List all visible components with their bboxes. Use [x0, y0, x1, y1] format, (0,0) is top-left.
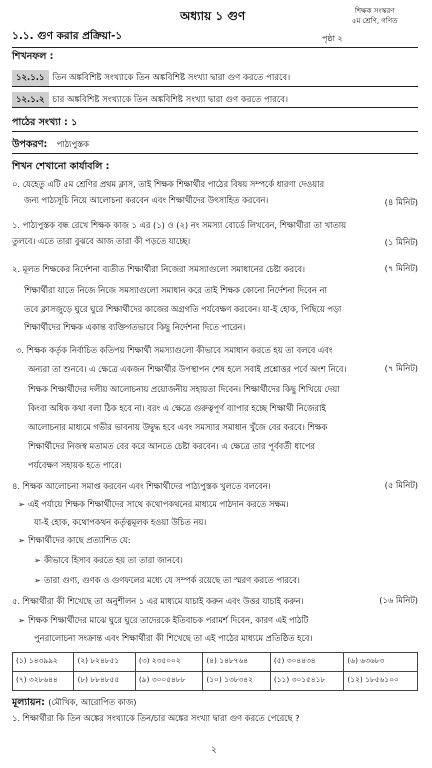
page-number: ২ [211, 745, 217, 755]
outcome-item [12, 70, 418, 86]
answer-cell: (১২) ১৮৫৬১০০ [344, 672, 418, 691]
outcome-code: ১২.১.১ [12, 70, 49, 86]
outcome-code: ১২.১.২ [12, 92, 49, 108]
table-row [13, 672, 418, 691]
teacher-edition: শিক্ষক সংস্করণ [354, 7, 395, 15]
step-1-line: ১. পাঠ্যপুস্তক বন্ধ রেখে শিক্ষক কাজ ১ এর (১) ও (২) নং সমস্যা বোর্ডে লিখবেন, শিক্ষার্থীরা তা খাতায় [12, 220, 346, 230]
step-3-line: শিক্ষার্থীদের নিজস্ব মতামত বের করে আনতে চেষ্টা করবেন। এ ক্ষেত্রে তার পূর্ববর্তী ধাপের [28, 441, 315, 451]
step-2-line: ২. মূলত শিক্ষকের নির্দেশনা ব্যতীত শিক্ষার্থীরা নিজেরা সমস্যাগুলো সমাধানের চেষ্টা করবে। [12, 264, 306, 274]
answer-cell: (১০) ১৩৮৩৪২ [203, 672, 271, 691]
answer-cell: (২) ৮২৪৮৫১ [74, 653, 135, 672]
step-3-line: শিক্ষক শিক্ষার্থীদের দলীয় আলোচনায় প্রয়োজনীয় সহায়তা দিবেন। শিক্ষার্থীদের কিছু শিখিয়ে দেয়া [28, 384, 340, 394]
materials-label: উপকরণ: [12, 139, 48, 150]
step-time: (১৬ মিনিট) [379, 595, 418, 605]
divider [12, 131, 418, 132]
arrow-bullet-icon: ➢ [34, 575, 41, 585]
evaluation-type: (মৌখিক, আরোপিত কাজ) [48, 697, 137, 707]
answer-cell: (৪) ১৪৮৭৬৪ [203, 653, 271, 672]
step-3-line: ৩. শিক্ষক কর্তৃক নির্বাচিত কতিপয় শিক্ষার্থী সমস্যাগুলো কীভাবে সমাধান করতে হয় তা বলবে এবং [16, 345, 333, 355]
step-4-bullet: ➢ এই পর্যায়ে শিক্ষক শিক্ষার্থীদের সাথে কথোপকথনের মাধ্যমে পাঠদান করতে সক্ষম। [18, 497, 289, 512]
step-5-line: পুনরালোচনা সংক্রান্ত এবং শিক্ষার্থীরা কী শিখেছে তা এই পাঠের মাধ্যমে প্রতিষ্ঠিত হবে। [34, 633, 313, 643]
step-5-line: ৫. শিক্ষার্থীরা কী শিখেছে তা অনুশীলন ১ এর মাধ্যমে যাচাই করুন এবং উত্তর যাচাই করুন। [12, 596, 304, 606]
divider [12, 86, 418, 87]
section-title: ১.১. গুণ করার প্রক্রিয়া-১ [12, 30, 123, 42]
arrow-bullet-icon: ➢ [18, 535, 25, 545]
step-3-line: পর্যবেক্ষণ সহায়ক হতে পারে। [28, 460, 122, 470]
answer-cell: (৫) ৩০৪৪৩৪ [270, 653, 344, 672]
answer-cell: (৯) ৩০০৫৪৮৮ [135, 672, 202, 691]
step-time: (৭ মিনিট) [384, 263, 418, 273]
activities-label: শিখন শেখানো কার্যাবলি : [12, 161, 110, 172]
materials-value: পাঠ্যপুস্তক [56, 139, 89, 149]
answer-cell: (৩) ২৩৫০০২ [135, 653, 202, 672]
step-time: (১ মিনিট) [384, 237, 418, 247]
answer-cell: (১১) ৩০১৫৪১৮ [270, 672, 344, 691]
edition-label [352, 6, 397, 26]
answer-table [12, 652, 418, 691]
divider [12, 153, 418, 154]
evaluation-label: মূল্যায়ন: [12, 697, 45, 708]
answer-cell: (৬) ৬৩৬৮৩ [344, 653, 418, 672]
evaluation-question: ১. শিক্ষার্থীরা কি তিন অঙ্কের সংখ্যাকে তিন/চার অঙ্কের সংখ্যা দ্বারা গুণ করতে পেরেছে ? [12, 713, 300, 723]
header-divider [12, 47, 418, 48]
materials [12, 138, 89, 153]
answer-cell: (৭) ৩২৮৬৪৪ [13, 672, 74, 691]
page-label: পৃষ্ঠা ২ [322, 34, 343, 43]
step-0-line: জন্য পাঠ্যসূচি নিয়ে আলোচনা করবেন এবং শিক্ষার্থীদের উৎসাহিত করবেন। [24, 195, 269, 205]
chapter-title: অধ্যায় ১ গুণ [180, 9, 246, 23]
step-4-subbullet: ➢ তারা গুণ্য, গুণক ও গুণফলের মধ্যে যে সম্পর্ক রয়েছে তা স্মরণ করতে পারবে। [34, 573, 300, 588]
arrow-bullet-icon: ➢ [34, 555, 41, 565]
arrow-bullet-icon: ➢ [18, 499, 25, 509]
step-time: (৪ মিনিট) [384, 197, 418, 207]
outcomes-label: শিখনফল : [12, 51, 54, 62]
step-2-line: শিক্ষার্থীদের শিক্ষক একান্ত ব্যক্তিগতভাবে কিছু নির্দেশনা দিতে পারেন। [24, 322, 246, 332]
step-4-bullet: ➢ শিক্ষার্থীদের কাছে প্রত্যাশিত যে: [18, 533, 131, 548]
step-4-line: যা-ই হোক, কথোপকথন কর্তৃত্বমূলক হওয়া উচিত নয়। [34, 517, 207, 527]
outcome-item [12, 92, 418, 108]
step-time: (৫ মিনিট) [384, 480, 418, 490]
outcome-text: চার অঙ্কবিশিষ্ট সংখ্যাকে তিন অঙ্কবিশিষ্ট সংখ্যা দ্বারা গুণ করতে পারবে। [52, 95, 289, 105]
step-time: (৭ মিনিট) [384, 363, 418, 373]
divider [12, 107, 418, 108]
step-3-line: কিংবা অধিক কথা বলা ঠিক হবে না। বরং এ ক্ষেত্রে গুরুত্বপূর্ণ ব্যাপার হচ্ছে শিক্ষার্থী নিজেরাই [28, 403, 326, 413]
table-row [13, 653, 418, 672]
step-5-bullet: ➢ শিক্ষক শিক্ষার্থীদের মাঝে ঘুরে ঘুরে তাদেরকে ইতিবাচক পরামর্শ দিবেন, কারণ এই পাঠটি [18, 613, 308, 628]
step-2-line: শিক্ষার্থীরা যাতে নিজে নিজে সমস্যাগুলো সমাধান করে তাই শিক্ষক কোনো নির্দেশনা দিবেন না [24, 285, 327, 295]
step-2-line: তবে ক্লাসজুড়ে ঘুরে ঘুরে শিক্ষার্থীদের কাজের অগ্রগতি পর্যবেক্ষণ করবেন। যা-ই হোক, পিছিয়ে পড়া [24, 304, 342, 314]
answer-cell: (৮) ৮৮৪৮৫৫ [74, 672, 135, 691]
outcome-text: তিন অঙ্কবিশিষ্ট সংখ্যাকে তিন অঙ্কবিশিষ্ট সংখ্যা দ্বারা গুণ করতে পারবে। [52, 73, 291, 83]
grade-subject: ৫ম শ্রেণি, গণিত [352, 17, 398, 25]
step-0-line: ০. যেহেতু এটি ৫ম শ্রেণির প্রথম ক্লাস, তাই শিক্ষক শিক্ষার্থীর পাঠের বিষয় সম্পর্কে ধারণা দেওয়ার [12, 179, 325, 189]
arrow-bullet-icon: ➢ [18, 615, 25, 625]
lesson-count: পাঠের সংখ্যা : ১ [12, 117, 78, 128]
step-4-subbullet: ➢ কীভাবে হিসাব করতে হয় তা তারা জানবে। [34, 553, 183, 568]
evaluation [12, 696, 136, 711]
answer-cell: (১) ১৪৩৯৯২ [13, 653, 74, 672]
step-3-line: আলোচনার মাধ্যমে গভীর ভাবনায় উদ্বুদ্ধ হবে এবং সমস্যার সমাধান খুঁজে বের করবে। শিক্ষক [28, 422, 328, 432]
step-4-line: ৪. শিক্ষক আলোচনা সমাপ্ত করবেন এবং শিক্ষার্থীদের পাঠ্যপুস্তক খুলতে বলবেন। [12, 481, 271, 491]
step-1-line: তুলবে। এতে তারা বুঝবে আজ তারা কী পড়তে যাচ্ছে। [12, 236, 191, 246]
step-3-line: অন্যরা তা শুনবে। এ ক্ষেত্রে একজন শিক্ষার্থীর উপস্থাপন শেষ হলে সবাই প্রশ্নোত্তর পর্বে অংশ নিবে। [28, 364, 347, 374]
